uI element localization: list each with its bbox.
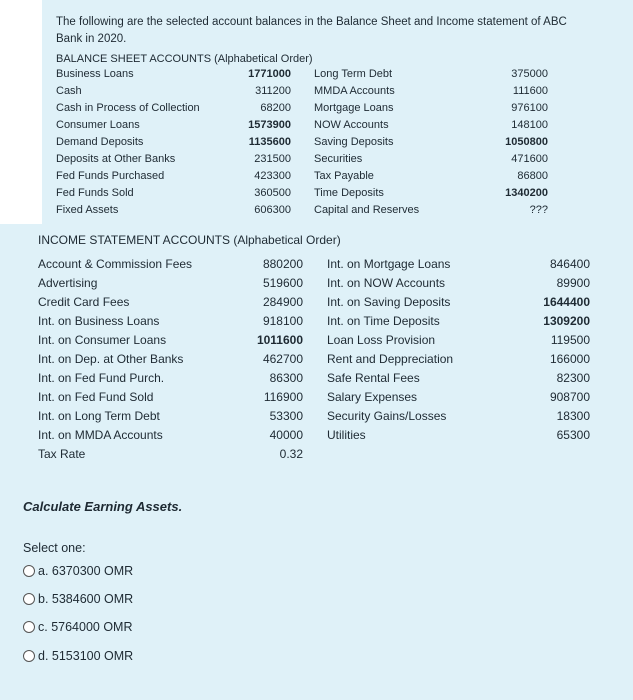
row-left-name: Int. on Consumer Loans (38, 333, 167, 347)
row-left-value: 86300 (269, 371, 303, 385)
row-right-value: 82300 (556, 371, 590, 385)
row-right-value: 86800 (517, 170, 548, 182)
row-left-name: Cash (56, 85, 82, 97)
row-right-value: 18300 (556, 409, 590, 423)
row-left-name: Int. on Dep. at Other Banks (38, 352, 184, 366)
option-label: a. 6370300 OMR (38, 564, 134, 578)
question-text: Calculate Earning Assets. (23, 499, 183, 514)
table-row (38, 371, 598, 388)
row-left-value: 360500 (254, 187, 291, 199)
option-label: d. 5153100 OMR (38, 649, 134, 663)
row-right-name: Capital and Reserves (314, 204, 420, 216)
row-right-value: 471600 (511, 153, 548, 165)
row-right-name: Securities (314, 153, 363, 165)
row-left-value: 40000 (269, 428, 303, 442)
row-left-name: Int. on Fed Fund Purch. (38, 371, 165, 385)
row-right-name: Safe Rental Fees (327, 371, 420, 385)
row-left-value: 1573900 (248, 119, 291, 131)
row-left-name: Fed Funds Purchased (56, 170, 165, 182)
row-left-value: 918100 (262, 314, 303, 328)
row-right-name: Tax Payable (314, 170, 374, 182)
table-row (38, 428, 598, 445)
row-left-value: 423300 (254, 170, 291, 182)
table-row (38, 295, 598, 312)
row-right-name: Loan Loss Provision (327, 333, 436, 347)
intro-text: The following are the selected account balances in the Balance Sheet and Income statement of ABC Bank in 2020. (56, 16, 567, 45)
row-right-name: Utilities (327, 428, 366, 442)
row-left-value: 1011600 (256, 333, 303, 347)
row-left-value: 0.32 (279, 447, 303, 461)
radio-button-icon[interactable] (23, 621, 35, 633)
row-right-value: ??? (529, 204, 548, 216)
row-right-value: 1309200 (543, 314, 590, 328)
row-left-name: Consumer Loans (56, 119, 140, 131)
row-left-name: Deposits at Other Banks (56, 153, 176, 165)
row-right-value: 1050800 (505, 136, 548, 148)
table-row (56, 68, 556, 85)
row-left-name: Int. on Long Term Debt (38, 409, 160, 423)
row-left-value: 284900 (262, 295, 303, 309)
row-left-value: 53300 (269, 409, 303, 423)
row-left-name: Demand Deposits (56, 136, 144, 148)
radio-button-icon[interactable] (23, 565, 35, 577)
row-right-value: 65300 (556, 428, 590, 442)
row-left-value: 311200 (255, 85, 291, 97)
row-right-value: 166000 (549, 352, 590, 366)
row-right-name: Time Deposits (314, 187, 384, 199)
row-right-value: 119500 (550, 333, 590, 347)
table-row (56, 187, 556, 204)
table-row (56, 102, 556, 119)
row-left-name: Business Loans (56, 68, 134, 80)
row-right-name: MMDA Accounts (314, 85, 395, 97)
table-row (38, 257, 598, 274)
option-c[interactable] (23, 620, 133, 634)
row-left-value: 1771000 (248, 68, 291, 80)
row-right-name: Security Gains/Losses (327, 409, 447, 423)
row-right-value: 89900 (556, 276, 590, 290)
row-right-value: 846400 (549, 257, 590, 271)
row-right-name: Salary Expenses (327, 390, 418, 404)
row-left-name: Int. on Fed Fund Sold (38, 390, 154, 404)
row-left-name: Credit Card Fees (38, 295, 130, 309)
row-right-name: NOW Accounts (314, 119, 389, 131)
table-row (38, 409, 598, 426)
option-d[interactable] (23, 649, 133, 663)
row-right-name: Int. on NOW Accounts (327, 276, 446, 290)
table-row (38, 390, 598, 407)
income-statement-title: INCOME STATEMENT ACCOUNTS (Alphabetical Order) (38, 233, 341, 247)
row-right-name: Int. on Mortgage Loans (327, 257, 451, 271)
row-right-name: Rent and Deppreciation (327, 352, 454, 366)
option-label: c. 5764000 OMR (38, 620, 133, 634)
row-left-value: 68200 (260, 102, 291, 114)
table-row (56, 204, 556, 221)
table-row (56, 153, 556, 170)
option-a[interactable] (23, 564, 133, 578)
radio-button-icon[interactable] (23, 593, 35, 605)
option-label: b. 5384600 OMR (38, 592, 134, 606)
table-row (38, 333, 598, 350)
row-right-value: 1340200 (505, 187, 548, 199)
row-left-name: Account & Commission Fees (38, 257, 193, 271)
row-right-value: 148100 (511, 119, 548, 131)
row-left-name: Tax Rate (38, 447, 86, 461)
row-left-value: 519600 (262, 276, 303, 290)
row-left-value: 231500 (254, 153, 291, 165)
table-row (56, 119, 556, 136)
row-left-name: Advertising (38, 276, 98, 290)
row-left-value: 606300 (254, 204, 291, 216)
row-left-name: Cash in Process of Collection (56, 102, 200, 114)
table-row (38, 352, 598, 369)
option-b[interactable] (23, 592, 133, 606)
table-row (38, 276, 598, 293)
row-right-name: Int. on Saving Deposits (327, 295, 451, 309)
row-left-name: Int. on MMDA Accounts (38, 428, 163, 442)
row-right-value: 908700 (549, 390, 590, 404)
radio-button-icon[interactable] (23, 650, 35, 662)
row-right-value: 976100 (511, 102, 548, 114)
table-row (38, 447, 598, 464)
row-left-name: Int. on Business Loans (38, 314, 160, 328)
row-right-name: Long Term Debt (314, 68, 393, 80)
table-row (56, 170, 556, 187)
row-left-value: 116900 (263, 390, 303, 404)
row-right-value: 375000 (511, 68, 548, 80)
row-left-name: Fed Funds Sold (56, 187, 134, 199)
select-one-label: Select one: (23, 541, 86, 555)
row-right-value: 1644400 (543, 295, 590, 309)
table-row (38, 314, 598, 331)
table-row (56, 136, 556, 153)
row-right-name: Saving Deposits (314, 136, 394, 148)
row-right-name: Mortgage Loans (314, 102, 394, 114)
row-right-name: Int. on Time Deposits (327, 314, 440, 328)
table-row (56, 85, 556, 102)
row-left-name: Fixed Assets (56, 204, 119, 216)
row-right-value: 111600 (512, 85, 548, 97)
row-left-value: 1135600 (248, 136, 291, 148)
row-left-value: 880200 (262, 257, 303, 271)
row-left-value: 462700 (262, 352, 303, 366)
balance-sheet-title: BALANCE SHEET ACCOUNTS (Alphabetical Order) (56, 53, 313, 65)
